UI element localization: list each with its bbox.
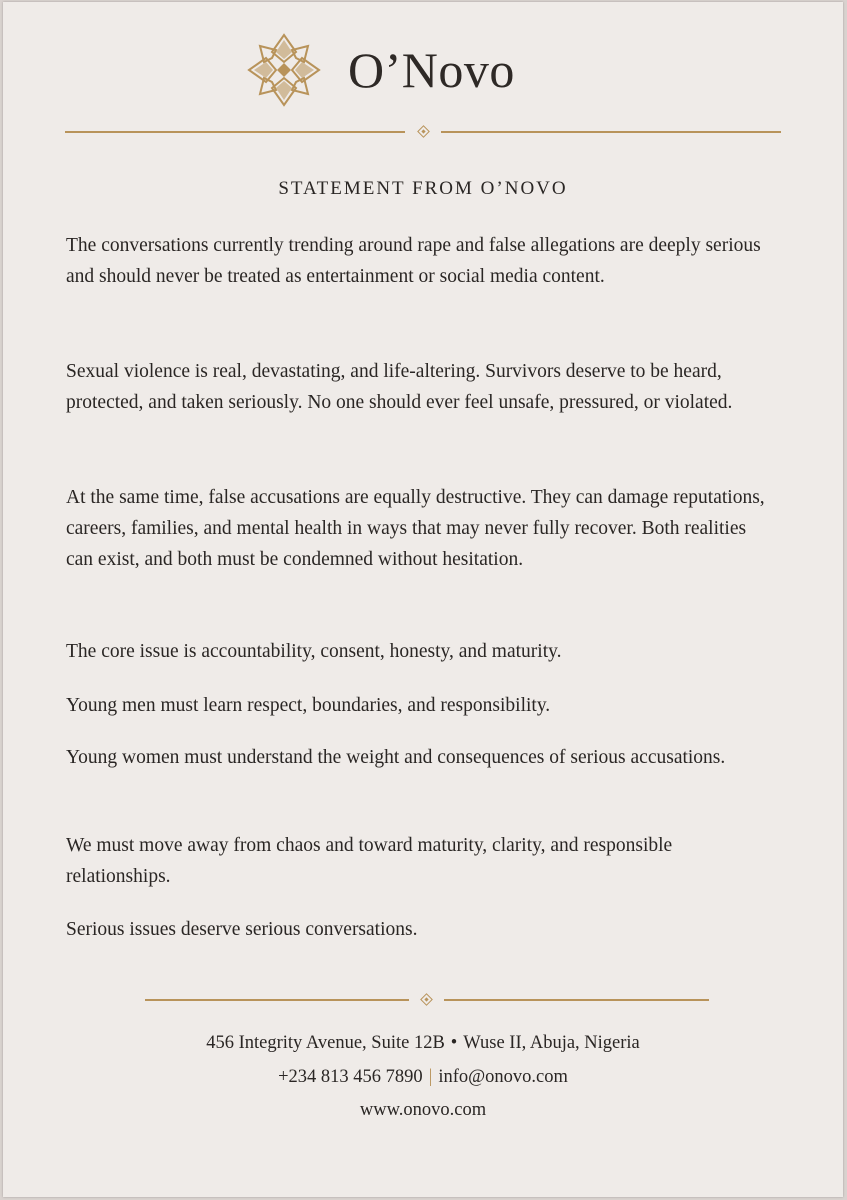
paragraph: The conversations currently trending around rape and false allegations are deeply serious and should never be treated as entertainment or social media content. — [66, 235, 761, 287]
letterhead-header — [3, 30, 843, 110]
ornamental-star-icon — [246, 32, 322, 108]
paragraph: The core issue is accountability, consent, honesty, and maturity. — [66, 641, 562, 662]
statement-title: STATEMENT FROM O’NOVO — [278, 178, 568, 199]
paragraph: At the same time, false accusations are equally destructive. They can damage reputations, careers, families, and mental health in ways that may never fully recover. Both realities can exist, and both must be condemned without hesitation. — [66, 487, 765, 570]
address-street: 456 Integrity Avenue, Suite 12B — [206, 1033, 445, 1053]
letterhead-page — [3, 2, 843, 1197]
paragraph: Young men must learn respect, boundaries, and responsibility. — [66, 695, 551, 716]
diamond-ornament-icon — [417, 125, 430, 138]
diamond-ornament-icon — [420, 993, 433, 1006]
footer-address — [3, 1031, 843, 1055]
address-separator: • — [450, 1033, 458, 1053]
footer-divider — [145, 993, 709, 1007]
contact-separator: | — [428, 1067, 433, 1087]
footer-contact — [3, 1065, 843, 1089]
phone-number: +234 813 456 7890 — [278, 1067, 423, 1087]
brand-name: O’Novo — [348, 42, 515, 98]
paragraph: Young women must understand the weight and consequences of serious accusations. — [66, 747, 726, 768]
paragraph: Serious issues deserve serious conversations. — [66, 919, 418, 940]
header-divider — [65, 125, 781, 139]
email-address: info@onovo.com — [438, 1067, 568, 1087]
paragraph: We must move away from chaos and toward maturity, clarity, and responsible relationships. — [66, 835, 673, 887]
paragraph: Sexual violence is real, devastating, and life-altering. Survivors deserve to be heard, protected, and taken seriously. No one should ever feel unsafe, pressured, or violated. — [66, 361, 733, 413]
address-city: Wuse II, Abuja, Nigeria — [463, 1033, 640, 1053]
footer-website: www.onovo.com — [359, 1100, 487, 1120]
